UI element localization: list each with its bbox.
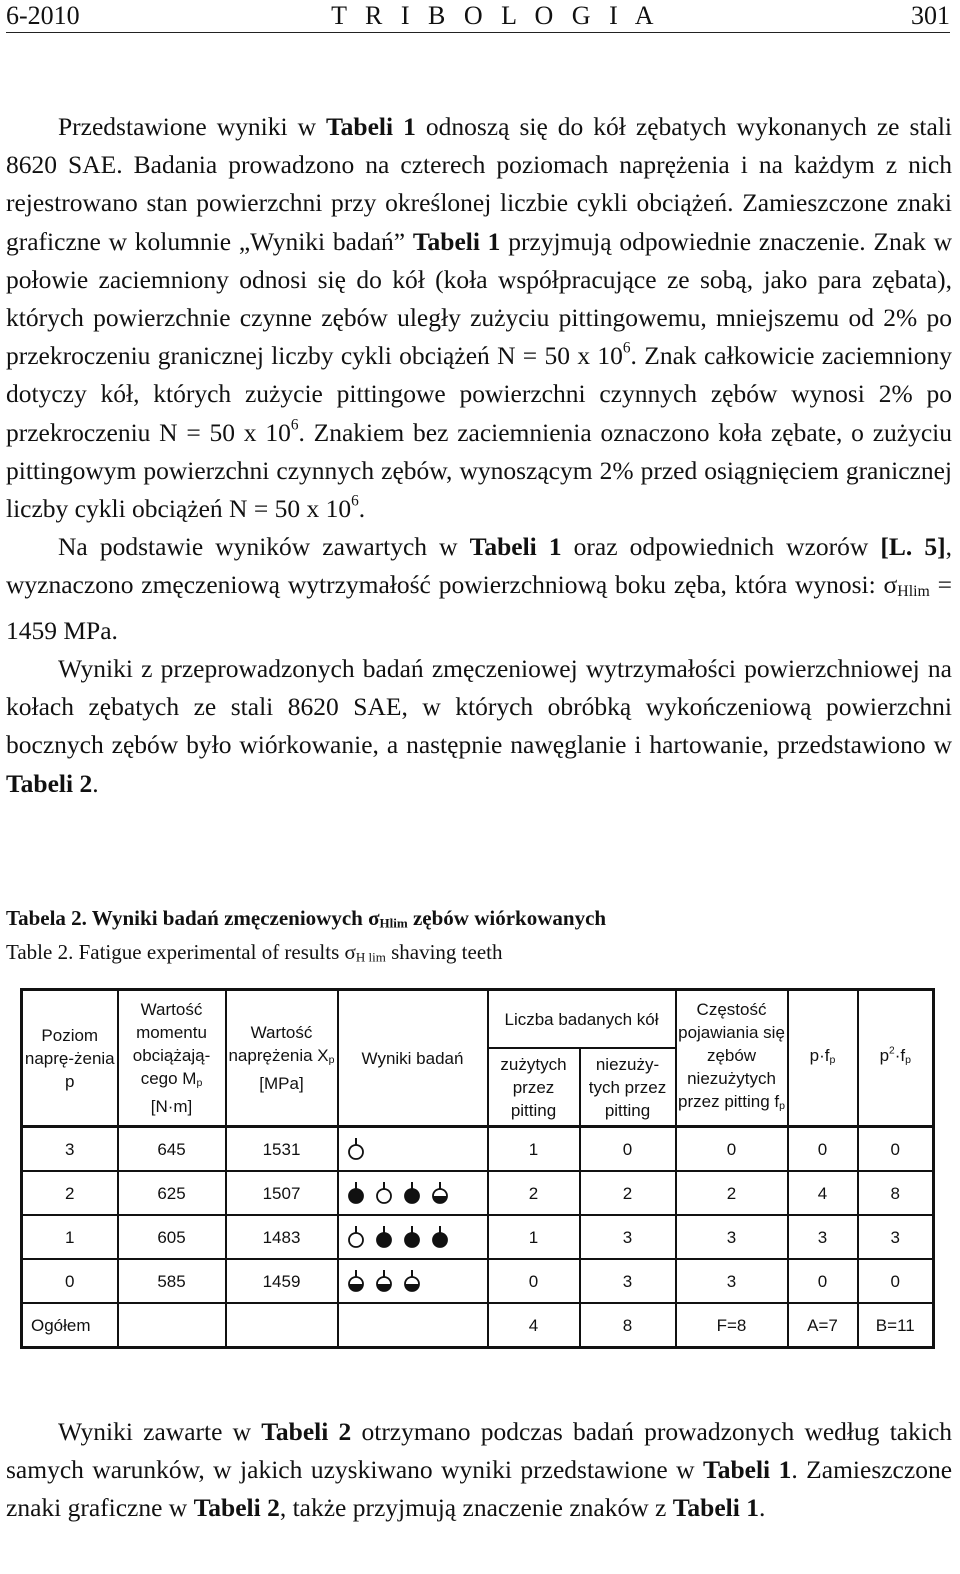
cell-empty [118,1303,226,1348]
unit: [MPa] [259,1074,304,1094]
text: Wyniki badań [361,1048,464,1068]
cell-frequency: 0 [676,1127,788,1172]
text: Table 2. Fatigue experimental of results σ [6,940,356,964]
cell-p2f: 3 [858,1215,934,1259]
result-marks [339,1181,487,1205]
body-top [6,108,952,803]
table-caption-english [6,940,503,966]
text: . [92,768,99,798]
text: Wartość momentu obciążają-cego M [132,999,211,1088]
text: p [879,1045,890,1065]
text: oraz odpowiednich wzorów [561,532,881,562]
paragraph-2 [6,528,952,650]
text: Częstość pojawiania się zębów niezużytych przez pitting f [678,999,785,1111]
cell-level: 2 [22,1171,118,1215]
total-b: B=11 [858,1303,934,1348]
text: shaving teeth [385,940,503,964]
cell-unworn: 2 [580,1171,676,1215]
result-marks [339,1269,487,1293]
text: Na podstawie wyników zawartych w [58,532,470,562]
header-frequency [676,990,788,1127]
header-pf [788,990,858,1127]
cell-stress: 1507 [226,1171,338,1215]
text: . Zamieszczone znaki graficzne w [6,1455,953,1523]
result-marks [339,1225,487,1249]
cell-worn: 0 [488,1259,580,1303]
text: = 1459 MPa. [6,570,952,645]
text: p·f [809,1045,830,1065]
text: . [358,494,366,524]
text: zużytych przez pitting [500,1054,567,1120]
text: niezuży-tych przez pitting [588,1054,667,1120]
cell-pf: 0 [788,1127,858,1172]
text: Wartość naprężenia X [228,1022,329,1065]
results-table [20,988,935,1349]
body-bottom [6,1413,952,1528]
cell-level: 1 [22,1215,118,1259]
cell-p2f: 0 [858,1259,934,1303]
cell-moment: 645 [118,1127,226,1172]
citation-ref: [L. 5] [880,532,946,562]
paragraph-1 [6,108,952,528]
cell-level: 3 [22,1127,118,1172]
cell-pf: 3 [788,1215,858,1259]
result-mark-empty-icon [375,1181,393,1205]
cell-stress: 1483 [226,1215,338,1259]
table-ref: Tabeli 1 [469,532,562,562]
paragraph-3 [6,650,952,803]
table-ref: Tabeli 1 [672,1493,759,1523]
header-results [338,990,488,1127]
text: , także przyjmują znaczenie znaków z [279,1493,673,1523]
text: Liczba badanych kół [504,1009,659,1029]
exponent: 6 [622,339,631,357]
text: otrzymano podczas badań prowadzonych według takich samych warunków, w jakich uzyskiwano wyniki przedstawione w [6,1417,953,1485]
unit: [N·m] [150,1097,193,1117]
superscript: 2 [889,1045,895,1057]
cell-empty [226,1303,338,1348]
result-mark-full-icon [431,1225,449,1249]
result-mark-half-icon [347,1269,365,1293]
text: Wyniki z przeprowadzonych badań zmęczeniowej wytrzymałości powierzchniowej na kołach zębatych ze stali 8620 SAE, w których obróbką wykończeniową powierzchni bocznych zębów było wiórkowanie, a następnie nawęglanie i hartowanie, przedstawiono w [6,654,952,760]
result-mark-full-icon [375,1225,393,1249]
text: . Znakiem bez zaciemnienia oznaczono koła zębate, o zużyciu pittingowym powierzchni czynnych zębów, wynoszącym 2% przed osiągnięciem granicznej liczby cykli obciążeń N = 50 x 10 [6,417,952,524]
result-mark-half-icon [375,1269,393,1293]
table-caption-polish [6,906,606,932]
header-level [22,990,118,1127]
text: . [758,1493,766,1523]
cell-worn: 2 [488,1171,580,1215]
result-mark-empty-icon [347,1225,365,1249]
table-ref: Tabeli 1 [326,112,416,141]
exponent: 6 [351,492,359,510]
total-label: Ogółem [22,1303,118,1348]
subscript: Hlim [379,915,408,931]
cell-results [338,1259,488,1303]
subscript: p [196,1077,203,1090]
header-p2f [858,990,934,1127]
issue-number: 6-2010 [6,1,80,30]
text: zębów wiórkowanych [407,906,607,930]
page-number: 301 [910,1,950,30]
paragraph-4 [6,1413,952,1528]
subscript: Hlim [897,583,930,601]
cell-level: 0 [22,1259,118,1303]
table-row [22,1259,934,1303]
cell-results [338,1215,488,1259]
total-unworn: 8 [580,1303,676,1348]
cell-pf: 4 [788,1171,858,1215]
result-mark-empty-icon [347,1137,365,1161]
cell-moment: 585 [118,1259,226,1303]
subscript: p [328,1054,335,1067]
text: ·f [894,1045,906,1065]
result-mark-half-icon [403,1269,421,1293]
text: przyjmują odpowiednie znaczenie. Znak w połowie zaciemniony odnosi się do kół (koła współpracujące ze sobą, jako para zębata), których powierzchnie czynne zębów uległy zużyciu pittingowemu, mniejszemu od 2% po przekroczeniu granicznej liczby cykli obciążeń N = 50 x 10 [6,226,952,371]
text: , wyznaczono zmęczeniową wytrzymałość powierzchniową boku zęba, która wynosi: σ [6,532,952,600]
cell-results [338,1171,488,1215]
table-total-row [22,1303,934,1348]
table-row [22,1215,934,1259]
cell-results [338,1127,488,1172]
cell-frequency: 2 [676,1171,788,1215]
subscript: H lim [355,949,386,965]
total-f: F=8 [676,1303,788,1348]
header-stress [226,990,338,1127]
table-row [22,1127,934,1172]
result-mark-half-icon [431,1181,449,1205]
cell-stress: 1459 [226,1259,338,1303]
table-row [22,1171,934,1215]
result-mark-full-icon [403,1225,421,1249]
cell-moment: 625 [118,1171,226,1215]
exponent: 6 [290,416,299,434]
text: . Znak całkowicie zaciemniony dotyczy kół, których zużycie pittingowe powierzchni czynnych zębów wynosi 2% po przekroczeniu N = 50 x 10 [6,341,952,447]
text: odnoszą się do kół zębatych wykonanych ze stali 8620 SAE. Badania prowadzono na czterech poziomach naprężenia i na każdym z nich rejestrowano stan powierzchni przy określonej liczbie cykli obciążeń. Zamieszczone znaki graficzne w kolumnie „Wyniki badań” [6,112,952,256]
running-header [6,0,950,33]
cell-worn: 1 [488,1215,580,1259]
table-2-wrapper [20,988,932,1349]
text: Przedstawione wyniki w [58,112,326,141]
header-unworn [580,1048,676,1127]
subscript: p [905,1054,911,1067]
cell-empty [338,1303,488,1348]
table-ref: Tabeli 2 [193,1493,280,1523]
table-ref: Tabeli 1 [703,1455,792,1485]
total-worn: 4 [488,1303,580,1348]
cell-moment: 605 [118,1215,226,1259]
cell-frequency: 3 [676,1215,788,1259]
cell-p2f: 8 [858,1171,934,1215]
table-ref: Tabeli 2 [261,1417,352,1446]
journal-title: T R I B O L O G I A [331,1,660,30]
table-ref: Tabeli 2 [6,768,93,798]
header-moment [118,990,226,1127]
result-marks [339,1137,487,1161]
text: Tabela 2. Wyniki badań zmęczeniowych σ [6,906,380,930]
header-count [488,990,676,1049]
table-ref: Tabeli 1 [412,226,501,256]
subscript: p [829,1054,836,1067]
subscript: p [779,1100,785,1113]
cell-unworn: 0 [580,1127,676,1172]
text: Poziom naprę-żenia p [24,1025,115,1091]
result-mark-full-icon [347,1181,365,1205]
result-mark-full-icon [403,1181,421,1205]
cell-unworn: 3 [580,1215,676,1259]
cell-unworn: 3 [580,1259,676,1303]
cell-stress: 1531 [226,1127,338,1172]
cell-worn: 1 [488,1127,580,1172]
text: Wyniki zawarte w [58,1417,262,1446]
total-a: A=7 [788,1303,858,1348]
cell-p2f: 0 [858,1127,934,1172]
cell-pf: 0 [788,1259,858,1303]
cell-frequency: 3 [676,1259,788,1303]
header-worn [488,1048,580,1127]
table-body [22,1127,934,1304]
